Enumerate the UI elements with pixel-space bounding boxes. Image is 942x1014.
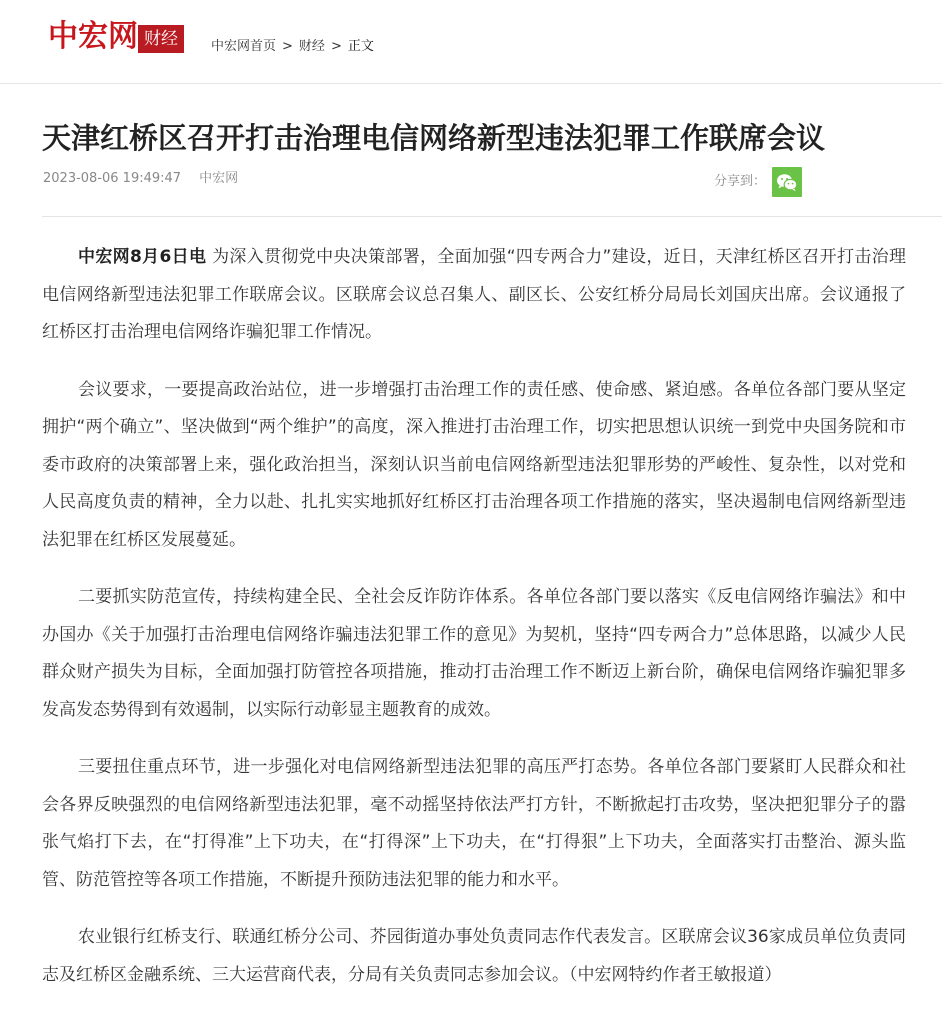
breadcrumb-section-link[interactable]: 财经 [298,39,325,54]
breadcrumb-separator: > [330,39,342,54]
wechat-icon [776,173,798,192]
article-paragraph: 农业银行红桥支行、联通红桥分公司、芥园街道办事处负责同志作代表发言。区联席会议36家成员单位负责同志及红桥区金融系统、三大运营商代表，分局有关负责同志参加会议。（中宏网特约作者王敏报道） [42,927,906,985]
site-logo[interactable]: 中宏网 [48,19,138,54]
site-header [0,0,942,84]
section-badge[interactable]: 财经 [138,25,184,53]
publish-datetime: 2023-08-06 19:49:47 [43,171,182,186]
paragraph-text: 为深入贯彻党中央决策部署，全面加强“四专两合力”建设，近日，天津红桥区召开打击治理电信网络新型违法犯罪工作联席会议。区联席会议总召集人、副区长、公安红桥分局局长刘国庆出席。会议通报了红桥区打击治理电信网络诈骗犯罪工作情况。 [42,247,906,342]
wechat-share-button[interactable] [772,167,802,197]
share-label: 分享到： [714,174,767,189]
breadcrumb-home-link[interactable]: 中宏网首页 [211,39,277,54]
article-body [42,239,906,1014]
article-source: 中宏网 [199,171,239,186]
dateline: 中宏网8月6日电 [78,247,207,267]
breadcrumb [211,38,374,56]
article-meta [43,170,238,188]
article-title: 天津红桥区召开打击治理电信网络新型违法犯罪工作联席会议 [42,121,826,155]
breadcrumb-separator: > [282,39,293,54]
meta-divider [42,216,942,217]
article-paragraph [42,239,906,352]
share-bar [714,168,802,196]
article-paragraph: 会议要求，一要提高政治站位，进一步增强打击治理工作的责任感、使命感、紧迫感。各单位各部门要从坚定拥护“两个确立”、坚决做到“两个维护”的高度，深入推进打击治理工作，切实把思想认识统一到党中央国务院和市委市政府的决策部署上来，强化政治担当，深刻认识当前电信网络新型违法犯罪形势的严峻性、复杂性，以对党和人民高度负责的精神，全力以赴、扎扎实实地抓好红桥区打击治理各项工作措施的落实，坚决遏制电信网络新型违法犯罪在红桥区发展蔓延。 [42,379,906,550]
breadcrumb-current: 正文 [347,39,374,54]
article-paragraph: 二要抓实防范宣传，持续构建全民、全社会反诈防诈体系。各单位各部门要以落实《反电信网络诈骗法》和中办国办《关于加强打击治理电信网络诈骗违法犯罪工作的意见》为契机，坚持“四专两合力”总体思路，以减少人民群众财产损失为目标，全面加强打防管控各项措施，推动打击治理工作不断迈上新台阶，确保电信网络诈骗犯罪多发高发态势得到有效遏制，以实际行动彰显主题教育的成效。 [42,587,906,720]
article-paragraph: 三要扭住重点环节，进一步强化对电信网络新型违法犯罪的高压严打态势。各单位各部门要紧盯人民群众和社会各界反映强烈的电信网络新型违法犯罪，毫不动摇坚持依法严打方针，不断掀起打击攻势，坚决把犯罪分子的嚣张气焰打下去，在“打得准”上下功夫，在“打得深”上下功夫，在“打得狠”上下功夫，全面落实打击整治、源头监管、防范管控等各项工作措施，不断提升预防违法犯罪的能力和水平。 [42,757,906,890]
